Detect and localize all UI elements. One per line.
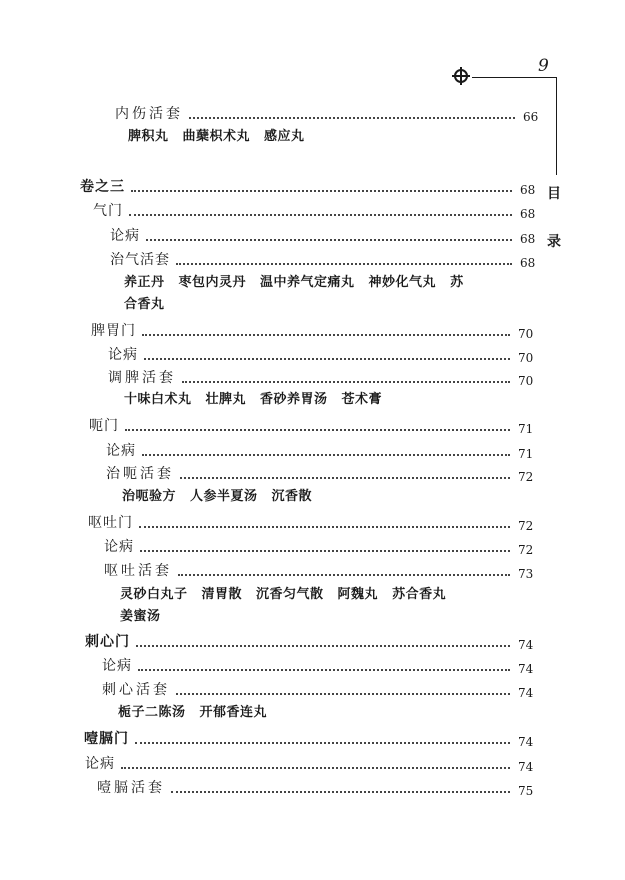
recipe-name: 治呃验方 xyxy=(122,489,177,504)
recipe-name: 苏合香丸 xyxy=(392,587,447,602)
toc-entry-page: 75 xyxy=(518,784,534,798)
recipe-name: 阿魏丸 xyxy=(337,587,379,602)
recipe-name: 壮脾丸 xyxy=(205,392,247,407)
toc-entry-page: 72 xyxy=(518,543,534,557)
toc-entry-page: 70 xyxy=(518,374,534,388)
toc-leader xyxy=(176,693,510,695)
toc-entry[interactable] xyxy=(84,728,538,750)
toc-leader xyxy=(180,477,510,479)
recipe-name: 人参半夏汤 xyxy=(190,489,258,504)
recipe-line xyxy=(124,272,478,294)
toc-leader xyxy=(138,669,510,671)
toc-entry[interactable] xyxy=(104,536,538,558)
toc-entry-title: 治气活套 xyxy=(110,252,170,268)
toc-leader xyxy=(142,334,510,336)
toc-entry-title: 论病 xyxy=(108,347,138,363)
toc-entry-title: 呕吐门 xyxy=(88,515,133,531)
recipe-line xyxy=(128,126,319,148)
toc-entry-page: 71 xyxy=(518,422,534,436)
toc-entry-page: 73 xyxy=(518,567,534,581)
toc-entry-page: 68 xyxy=(520,232,536,246)
recipe-name: 苍术膏 xyxy=(341,392,383,407)
toc-leader xyxy=(146,239,512,241)
toc-entry-title: 论病 xyxy=(102,658,132,674)
recipe-line xyxy=(122,486,326,508)
recipe-name: 栀子二陈汤 xyxy=(118,705,186,720)
header-rule xyxy=(472,77,556,78)
toc-entry-page: 68 xyxy=(520,183,536,197)
toc-entry-title: 论病 xyxy=(110,228,140,244)
side-label-mu: 目 xyxy=(547,186,561,202)
recipe-line xyxy=(120,606,175,628)
toc-entry[interactable] xyxy=(102,679,538,701)
recipe-name: 开郁香连丸 xyxy=(199,705,268,720)
toc-leader xyxy=(182,381,510,383)
toc-entry-title: 调脾活套 xyxy=(108,370,176,386)
toc-entry-page: 74 xyxy=(518,638,534,652)
toc-entry-title: 内伤活套 xyxy=(115,106,183,122)
toc-entry-title: 治呃活套 xyxy=(106,466,174,482)
toc-leader xyxy=(140,550,510,552)
recipe-name: 灵砂白丸子 xyxy=(120,587,188,602)
ornament-icon xyxy=(451,66,471,86)
toc-entry-page: 72 xyxy=(518,519,534,533)
toc-entry[interactable] xyxy=(106,440,538,462)
recipe-line xyxy=(124,389,396,411)
toc-entry[interactable] xyxy=(88,512,538,534)
recipe-name: 温中养气定痛丸 xyxy=(260,275,355,290)
toc-leader xyxy=(171,791,510,793)
recipe-name: 脾积丸 xyxy=(128,129,169,144)
recipe-name: 神妙化气丸 xyxy=(368,275,437,290)
recipe-name: 香砂养胃汤 xyxy=(260,392,328,407)
toc-entry-title: 论病 xyxy=(85,756,115,772)
toc-leader xyxy=(121,767,510,769)
toc-entry-title: 卷之三 xyxy=(80,179,125,195)
toc-entry-title: 呃门 xyxy=(89,418,119,434)
toc-entry[interactable] xyxy=(85,631,538,653)
toc-entry-page: 68 xyxy=(520,256,536,270)
recipe-name: 枣包内灵丹 xyxy=(178,275,247,290)
side-label-lu: 录 xyxy=(547,234,561,250)
toc-entry[interactable] xyxy=(91,320,538,342)
toc-entry-title: 论病 xyxy=(106,443,136,459)
toc-leader xyxy=(139,526,510,528)
toc-entry-title: 脾胃门 xyxy=(91,323,136,339)
recipe-name: 曲蘖枳术丸 xyxy=(182,129,251,144)
toc-entry-page: 71 xyxy=(518,447,534,461)
toc-leader xyxy=(136,645,510,647)
recipe-name: 沉香散 xyxy=(271,489,313,504)
toc-entry[interactable] xyxy=(93,200,540,222)
toc-entry-page: 70 xyxy=(518,327,534,341)
toc-entry-page: 70 xyxy=(518,351,534,365)
toc-leader xyxy=(131,190,512,192)
toc-entry-title: 噎膈活套 xyxy=(97,780,165,796)
toc-leader xyxy=(125,429,510,431)
toc-leader xyxy=(142,454,510,456)
recipe-line xyxy=(120,584,460,606)
toc-leader xyxy=(135,742,510,744)
toc-entry[interactable] xyxy=(102,655,538,677)
toc-entry-page: 74 xyxy=(518,686,534,700)
recipe-name: 十味白术丸 xyxy=(124,392,192,407)
toc-leader xyxy=(178,574,510,576)
recipe-name: 清胃散 xyxy=(201,587,243,602)
toc-entry-page: 74 xyxy=(518,662,534,676)
recipe-name: 养正丹 xyxy=(124,275,165,290)
toc-entry-title: 呕吐活套 xyxy=(104,563,172,579)
recipe-name: 沉香匀气散 xyxy=(256,587,324,602)
toc-entry-title: 噎膈门 xyxy=(84,731,129,747)
recipe-line xyxy=(118,702,281,724)
toc-entry[interactable] xyxy=(89,415,538,437)
toc-entry-page: 72 xyxy=(518,470,534,484)
toc-entry[interactable] xyxy=(97,777,538,799)
toc-entry[interactable] xyxy=(108,344,538,366)
toc-entry-page: 74 xyxy=(518,760,534,774)
toc-entry-page: 66 xyxy=(523,110,539,124)
toc-leader xyxy=(176,263,512,265)
toc-leader xyxy=(144,358,510,360)
toc-entry-title: 论病 xyxy=(104,539,134,555)
toc-entry-title: 气门 xyxy=(93,203,123,219)
recipe-name: 感应丸 xyxy=(264,129,305,144)
toc-entry-title: 刺心活套 xyxy=(102,682,170,698)
toc-leader xyxy=(129,214,512,216)
toc-entry[interactable] xyxy=(106,463,538,485)
page-number: 9 xyxy=(538,56,549,76)
toc-entry-page: 74 xyxy=(518,735,534,749)
toc-entry[interactable] xyxy=(80,176,540,198)
recipe-line xyxy=(124,294,179,316)
toc-entry[interactable] xyxy=(104,560,538,582)
recipe-name: 合香丸 xyxy=(124,297,165,312)
toc-entry[interactable] xyxy=(85,753,538,775)
toc-entry-page: 68 xyxy=(520,207,536,221)
toc-entry[interactable] xyxy=(108,367,538,389)
side-rule xyxy=(556,77,557,175)
toc-entry[interactable] xyxy=(110,249,540,271)
toc-entry[interactable] xyxy=(115,103,543,125)
recipe-name: 苏 xyxy=(450,275,464,290)
recipe-name: 姜蜜汤 xyxy=(120,609,161,624)
toc-entry[interactable] xyxy=(110,225,540,247)
toc-leader xyxy=(189,117,515,119)
toc-entry-title: 刺心门 xyxy=(85,634,130,650)
